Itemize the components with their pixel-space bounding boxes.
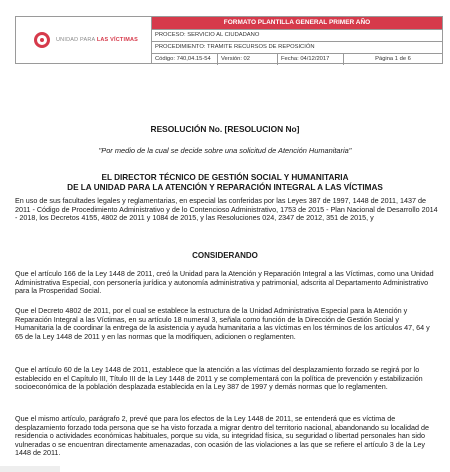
- form-title: FORMATO PLANTILLA GENERAL PRIMER AÑO: [152, 17, 442, 29]
- resolution-subtitle: "Por medio de la cual se decide sobre una solicitud de Atención Humanitaria": [98, 146, 352, 155]
- considerando-heading: CONSIDERANDO: [192, 251, 258, 260]
- codigo: Código: 740,04.15-54: [152, 54, 218, 65]
- meta-row: [152, 53, 442, 65]
- paragraph-1: Que el artículo 166 de la Ley 1448 de 2011, creó la Unidad para la Atención y Reparación Integral a las Víctimas, como una Unidad Administrativa Especial, con personería jurídica y autonomía administrativa y patrimonial, adscrita al Departamento Administrativo para la Prosperidad Social.: [15, 269, 434, 296]
- intro-paragraph: En uso de sus facultades legales y reglamentarias, en especial las conferidas por las Leyes 387 de 1997, 1448 de 2011, 1437 de 2011 - Código de Procedimiento Administrativo y de lo Contencioso Administrativo, 1753 de 2015 - Plan Nacional de Desarrollo 2014 - 2018, los Decretos 4155, 4802 de 2011 y 1084 de 2015, y las Resoluciones 024, 2347 de 2012, 351 de 2015, y: [15, 196, 438, 223]
- logo-text: UNIDAD PARA LAS VÍCTIMAS: [56, 37, 139, 43]
- page-number: Página 1 de 6: [375, 56, 411, 62]
- header-info: [152, 17, 442, 63]
- unidad-victimas-logo-icon: [34, 32, 50, 48]
- paragraph-4: Que el mismo artículo, parágrafo 2, prevé que para los efectos de la Ley 1448 de 2011, se entenderá que es víctima de desplazamiento forzado toda persona que se ha visto forzada a migrar dentro del territorio nacional, abandonando su localidad de residencia o actividades económicas habituales, porque su vida, su integridad física, su seguridad o libertad personales han sido vulneradas o se encuentran directamente amenazadas, con ocasión de las violaciones a las que se refiere el artículo 3 de la Ley 1448 de 2011.: [15, 414, 429, 458]
- procedimiento-label: PROCEDIMIENTO: TRAMITE RECURSOS DE REPOSICIÓN: [152, 41, 442, 53]
- page-edge: [0, 466, 60, 472]
- director-line-2: DE LA UNIDAD PARA LA ATENCIÓN Y REPARACIÓN INTEGRAL A LAS VÍCTIMAS: [67, 183, 383, 192]
- paragraph-3: Que el artículo 60 de la Ley 1448 de 2011, establece que la atención a las víctimas del desplazamiento forzado se regirá por lo establecido en el Capítulo III, Título III de la Ley 1448 de 2011 y se complementará con la política de prevención y estabilización socioeconómica de la población desplazada establecida en la Ley 387 de 1997 y demás normas que lo reglamenten.: [15, 365, 423, 392]
- fecha: Fecha: 04/12/2017: [278, 54, 344, 65]
- proceso-label: PROCESO: SERVICIO AL CIUDADANO: [152, 29, 442, 41]
- version: Versión: 02: [218, 54, 278, 65]
- director-line-1: EL DIRECTOR TÉCNICO DE GESTIÓN SOCIAL Y HUMANITARIA: [101, 173, 349, 182]
- document-header: [15, 16, 443, 64]
- resolution-title: RESOLUCIÓN No. [RESOLUCION No]: [150, 124, 300, 134]
- paragraph-2: Que el Decreto 4802 de 2011, por el cual se establece la estructura de la Unidad Administrativa Especial para la Atención y Reparación Integral a las Víctimas, en su artículo 18 numeral 3, señala como función de la Dirección de Gestión Social y Humanitaria la de coordinar la entrega de la asistencia y ayuda humanitaria a las víctimas en los términos de los artículos 47, 64 y 65 de la Ley 1448 de 2011 y en las normas que la modifiquen, adicionen o reglamenten.: [15, 306, 430, 341]
- logo: [16, 17, 152, 63]
- director-heading: [0, 173, 450, 193]
